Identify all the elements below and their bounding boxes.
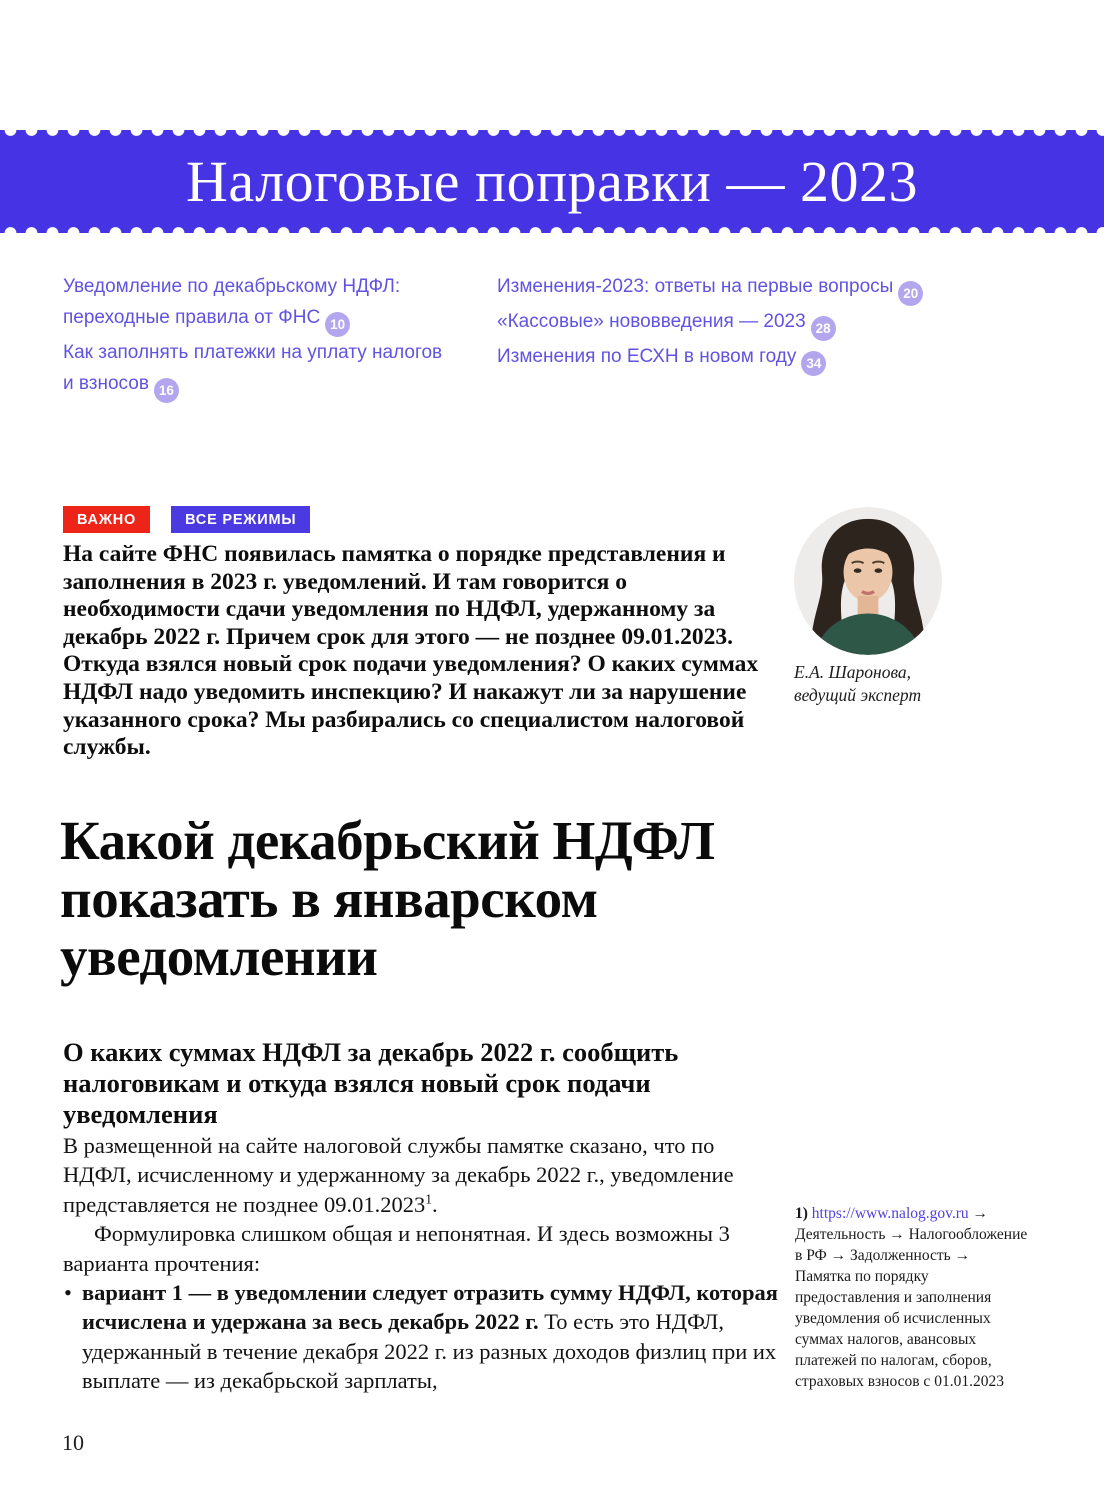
page-number: 10 bbox=[62, 1430, 84, 1455]
toc-item-label: Уведомление по декабрьскому НДФЛ: переходные правила от ФНС bbox=[63, 276, 401, 328]
toc-page-badge[interactable]: 34 bbox=[801, 351, 826, 376]
toc-item-ndfl-rules[interactable] bbox=[63, 271, 458, 337]
author-avatar bbox=[794, 507, 942, 655]
body-bullet-variant-1 bbox=[63, 1278, 779, 1396]
toc-item-label: Изменения по ЕСХН в новом году bbox=[497, 346, 797, 367]
toc-page-badge[interactable]: 28 bbox=[811, 316, 836, 341]
section-banner-title: Налоговые поправки — 2023 bbox=[186, 149, 918, 214]
tag-all-regimes: ВСЕ РЕЖИМЫ bbox=[171, 506, 310, 533]
author-name: Е.А. Шаронова, bbox=[794, 662, 912, 682]
toc-item-eshn[interactable] bbox=[497, 341, 947, 376]
article-body bbox=[63, 1131, 779, 1396]
author-caption bbox=[794, 661, 1014, 707]
bullet-bold-text: вариант 1 — в уведомлении следует отразить сумму НДФЛ, которая исчислена и удержана за весь декабрь 2022 г. bbox=[82, 1280, 778, 1335]
toc-item-changes-2023[interactable] bbox=[497, 271, 947, 306]
body-paragraph-1-text: В размещенной на сайте налоговой службы памятке сказано, что по НДФЛ, исчисленному и удержанному за декабрь 2022 г., уведомление представляется не позднее 09.01.2023 bbox=[63, 1133, 734, 1217]
author-portrait-illustration bbox=[794, 507, 942, 655]
footnote-ref-1[interactable]: 1 bbox=[425, 1191, 432, 1207]
footnote-path-text: → Деятельность → Налогообложение в РФ → Задолженность → Памятка по порядку предоставления и заполнения уведомления об исчисленных суммах налогов, авансовых платежей по налогам, сборов, страховых взносов с 01.01.2023 bbox=[795, 1205, 1028, 1390]
toc-item-label: «Кассовые» нововведения — 2023 bbox=[497, 311, 806, 332]
footnote-1 bbox=[795, 1203, 1028, 1392]
body-paragraph-1 bbox=[63, 1131, 779, 1219]
footnote-link[interactable]: https://www.nalog.gov.ru bbox=[811, 1205, 969, 1222]
toc-page-badge[interactable]: 16 bbox=[154, 378, 179, 403]
toc-item-label: Как заполнять платежки на уплату налогов и взносов bbox=[63, 342, 443, 394]
body-paragraph-1-period: . bbox=[431, 1191, 438, 1217]
toc-item-cash-registers[interactable] bbox=[497, 306, 947, 341]
article-lead: На сайте ФНС появилась памятка о порядке представления и заполнения в 2023 г. уведомлений. И там говорится о необходимости сдачи уведомления по НДФЛ, удержанному за декабрь 2022 г. Причем срок для этого — не позднее 09.01.2023. Откуда взялся новый срок подачи уведомления? О каких суммах НДФЛ надо уведомить инспекцию? И накажут ли за нарушение указанного срока? Мы разбирались со специалистом налоговой службы. bbox=[63, 541, 759, 761]
footnote-marker: 1) bbox=[795, 1205, 808, 1222]
article-title: Какой декабрьский НДФЛ показать в январском уведомлении bbox=[60, 810, 715, 987]
article-subtitle: О каких суммах НДФЛ за декабрь 2022 г. сообщить налоговикам и откуда взялся новый срок подачи уведомления bbox=[63, 1037, 679, 1129]
toc-item-payment-orders[interactable] bbox=[63, 337, 458, 403]
toc-page-badge[interactable]: 10 bbox=[325, 312, 350, 337]
article-tags bbox=[63, 506, 310, 533]
body-paragraph-2: Формулировка слишком общая и непонятная. И здесь возможны 3 варианта прочтения: bbox=[63, 1221, 730, 1276]
author-role: ведущий эксперт bbox=[794, 685, 922, 705]
toc-item-label: Изменения-2023: ответы на первые вопросы bbox=[497, 276, 894, 297]
toc-left-column bbox=[63, 271, 458, 403]
toc-right-column bbox=[497, 271, 947, 376]
tag-important: ВАЖНО bbox=[63, 506, 150, 533]
toc-page-badge[interactable]: 20 bbox=[898, 281, 923, 306]
bullet-regular-text: То есть это НДФЛ, удержанный в течение декабря 2022 г. из разных доходов физлиц при их выплате — из декабрьской зарплаты, bbox=[82, 1309, 777, 1394]
section-banner bbox=[0, 130, 1104, 233]
